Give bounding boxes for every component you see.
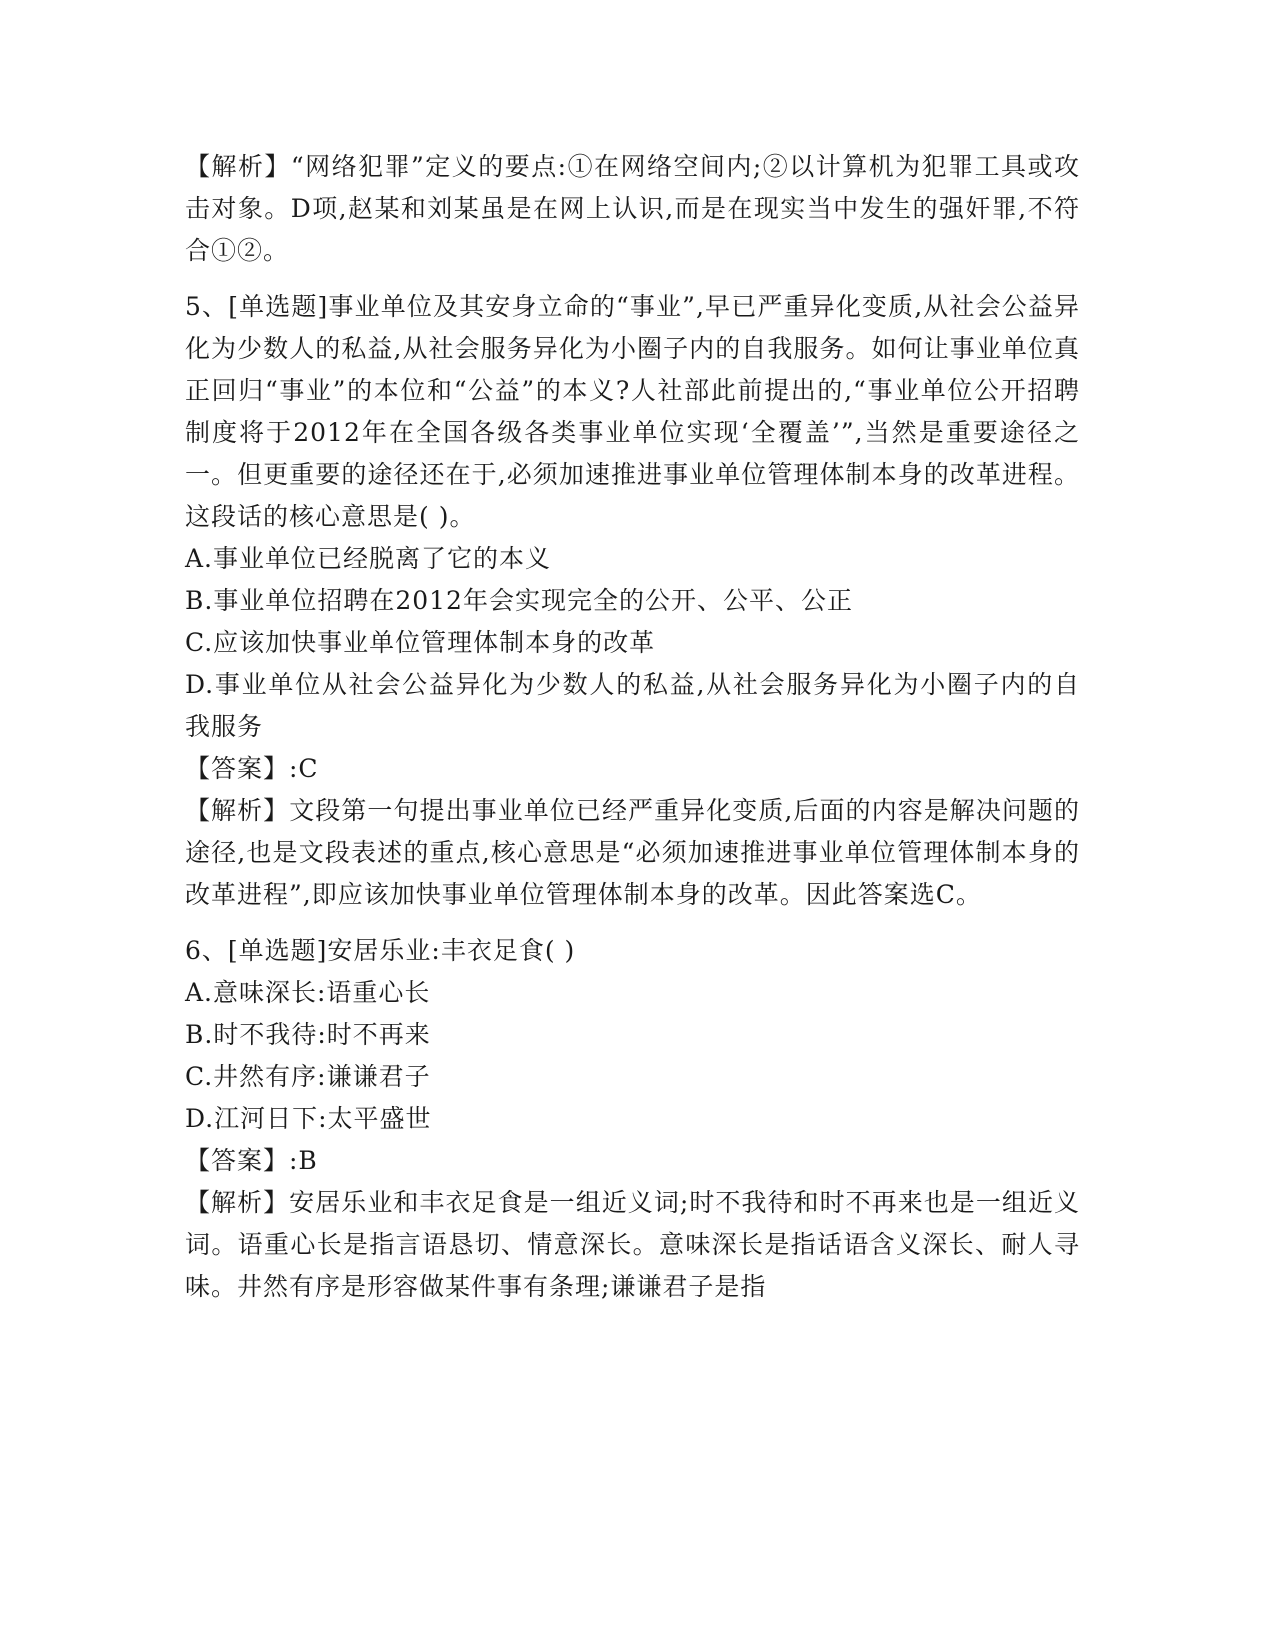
- document-page: [185, 146, 1080, 1308]
- q6-option-a: A.意味深长:语重心长: [185, 978, 431, 1007]
- q5-option-b: B.事业单位招聘在2012年会实现完全的公开、公平、公正: [185, 586, 853, 615]
- q5-option-a: A.事业单位已经脱离了它的本义: [185, 544, 552, 573]
- q5-answer: 【答案】:C: [185, 754, 319, 783]
- q6-option-d: D.江河日下:太平盛世: [185, 1104, 432, 1133]
- q5-analysis: 【解析】文段第一句提出事业单位已经严重异化变质,后面的内容是解决问题的途径,也是文段表述的重点,核心意思是“必须加速推进事业单位管理体制本身的改革进程”,即应该加快事业单位管理体制本身的改革。因此答案选C。: [185, 796, 1080, 909]
- q5-option-c: C.应该加快事业单位管理体制本身的改革: [185, 628, 656, 657]
- q6-analysis: 【解析】安居乐业和丰衣足食是一组近义词;时不我待和时不再来也是一组近义词。语重心长是指言语恳切、情意深长。意味深长是指话语含义深长、耐人寻味。井然有序是形容做某件事有条理;谦谦君子是指: [185, 1188, 1080, 1301]
- q6-option-b: B.时不我待:时不再来: [185, 1020, 431, 1049]
- q6-stem: 6、[单选题]安居乐业:丰衣足食( ): [185, 936, 576, 965]
- q6-answer: 【答案】:B: [185, 1146, 318, 1175]
- spacer: [185, 916, 1080, 930]
- q6-option-c: C.井然有序:谦谦君子: [185, 1062, 431, 1091]
- spacer: [185, 272, 1080, 286]
- q4-analysis: 【解析】“网络犯罪”定义的要点:①在网络空间内;②以计算机为犯罪工具或攻击对象。D项,赵某和刘某虽是在网上认识,而是在现实当中发生的强奸罪,不符合①②。: [185, 152, 1080, 265]
- q5-stem: 5、[单选题]事业单位及其安身立命的“事业”,早已严重异化变质,从社会公益异化为少数人的私益,从社会服务异化为小圈子内的自我服务。如何让事业单位真正回归“事业”的本位和“公益”的本义?人社部此前提出的,“事业单位公开招聘制度将于2012年在全国各级各类事业单位实现‘全覆盖’”,当然是重要途径之一。但更重要的途径还在于,必须加速推进事业单位管理体制本身的改革进程。这段话的核心意思是( )。: [185, 292, 1080, 531]
- q5-option-d: D.事业单位从社会公益异化为少数人的私益,从社会服务异化为小圈子内的自我服务: [185, 670, 1080, 741]
